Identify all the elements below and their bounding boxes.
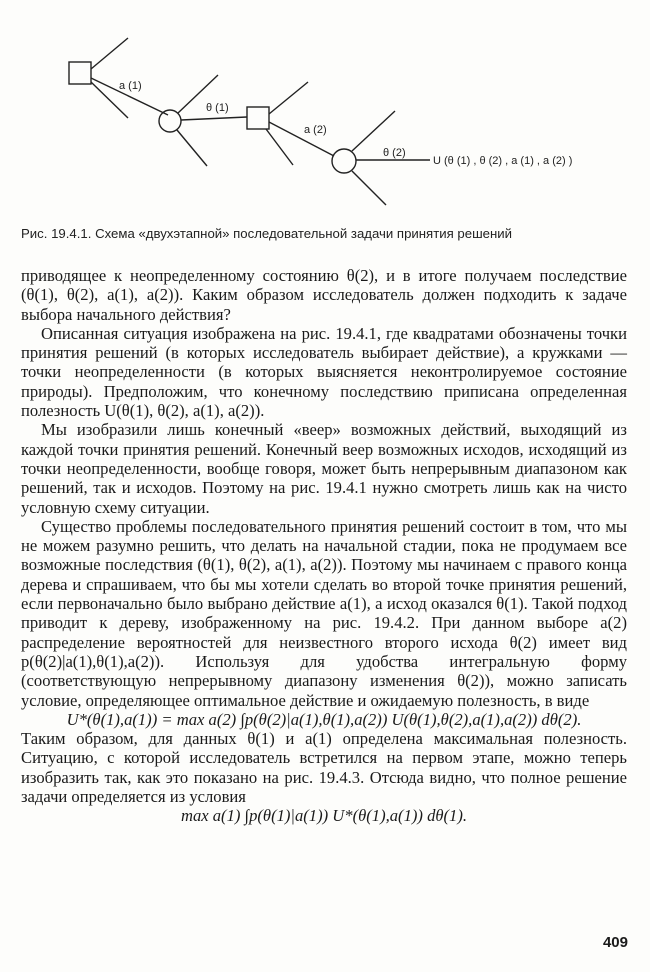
branch <box>266 129 293 165</box>
label-a2: a (2) <box>304 124 327 136</box>
branch <box>352 171 386 205</box>
paragraph: Описанная ситуация изображена на рис. 19.4.1, где квадратами обозначены точки принятия решений (в которых исследователь выбирает действие), а кружками — точки неопределенности (в которых выясняется неконтролируемое состояние природы). Предположим, что конечному последствию приписана определенная полезность U(θ(1), θ(2), a(1), a(2)). <box>21 323 627 421</box>
chance-node-1 <box>159 110 181 132</box>
branch <box>181 117 247 120</box>
page-number: 409 <box>602 934 628 951</box>
branch <box>352 111 395 151</box>
branch <box>269 82 308 114</box>
formula-optimal-first-action: max a(1) ∫p(θ(1)|a(1)) U*(θ(1),a(1)) dθ(1). <box>180 806 468 826</box>
figure-caption: Рис. 19.4.1. Схема «двухэтапной» последовательной задачи принятия решений <box>21 226 513 241</box>
decision-tree-figure <box>0 0 650 215</box>
label-theta2: θ (2) <box>383 147 406 159</box>
body-text <box>21 266 627 826</box>
formula-expected-utility: U*(θ(1),a(1)) = max a(2) ∫p(θ(2)|a(1),θ(1),a(2)) U(θ(1),θ(2),a(1),a(2)) dθ(2). <box>66 709 582 729</box>
label-a1: a (1) <box>119 80 142 92</box>
label-utility: U (θ (1) , θ (2) , a (1) , a (2) ) <box>433 155 573 167</box>
paragraph: Существо проблемы последовательного принятия решений состоит в том, что мы не можем разумно решить, что делать на начальной стадии, пока не продумаем все возможные последствия (θ(1), θ(2), a(1), a(2)). Поэтому мы начинаем с правого конца дерева и спрашиваем, что бы мы хотели сделать во второй точке принятия решений, если первоначально было выбрано действие a(1), а исход оказался θ(1). Такой подход приводит к дереву, изображенному на рис. 19.4.2. При данном выборе a(2) распределение вероятностей для неизвестного второго исхода θ(2) имеет вид p(θ(2)|a(1),θ(1),a(2)). Используя для удобства интегральную форму (соответствующую непрерывному диапазону изменения θ(2)), можно записать условие, определяющее оптимальное действие и ожидаемую полезность, в виде <box>21 516 627 710</box>
chance-node-2 <box>332 149 356 173</box>
paragraph: Таким образом, для данных θ(1) и a(1) определена максимальная полезность. Ситуацию, с которой исследователь встретился на первом этапе, можно теперь изобразить так, как это показано на рис. 19.4.3. Отсюда видно, что полное решение задачи определяется из условия <box>21 729 627 807</box>
decision-node-2 <box>247 107 269 129</box>
branch <box>177 130 207 166</box>
label-theta1: θ (1) <box>206 102 229 114</box>
paragraph: приводящее к неопределенному состоянию θ(2), и в итоге получаем последствие (θ(1), θ(2), a(1), a(2)). Каким образом исследователь должен подходить к задаче выбора начального действия? <box>21 266 627 324</box>
decision-node-1 <box>69 62 91 84</box>
branch <box>91 38 128 69</box>
paragraph: Мы изобразили лишь конечный «веер» возможных действий, выходящий из каждой точки принятия решений. Конечный веер возможных исходов, исходящий из точки неопределенности, вообще говоря, может быть непрерывным диапазоном как решений, так и исходов. Поэтому на рис. 19.4.1 нужно смотреть лишь как на чисто условную схему ситуации. <box>21 420 627 517</box>
